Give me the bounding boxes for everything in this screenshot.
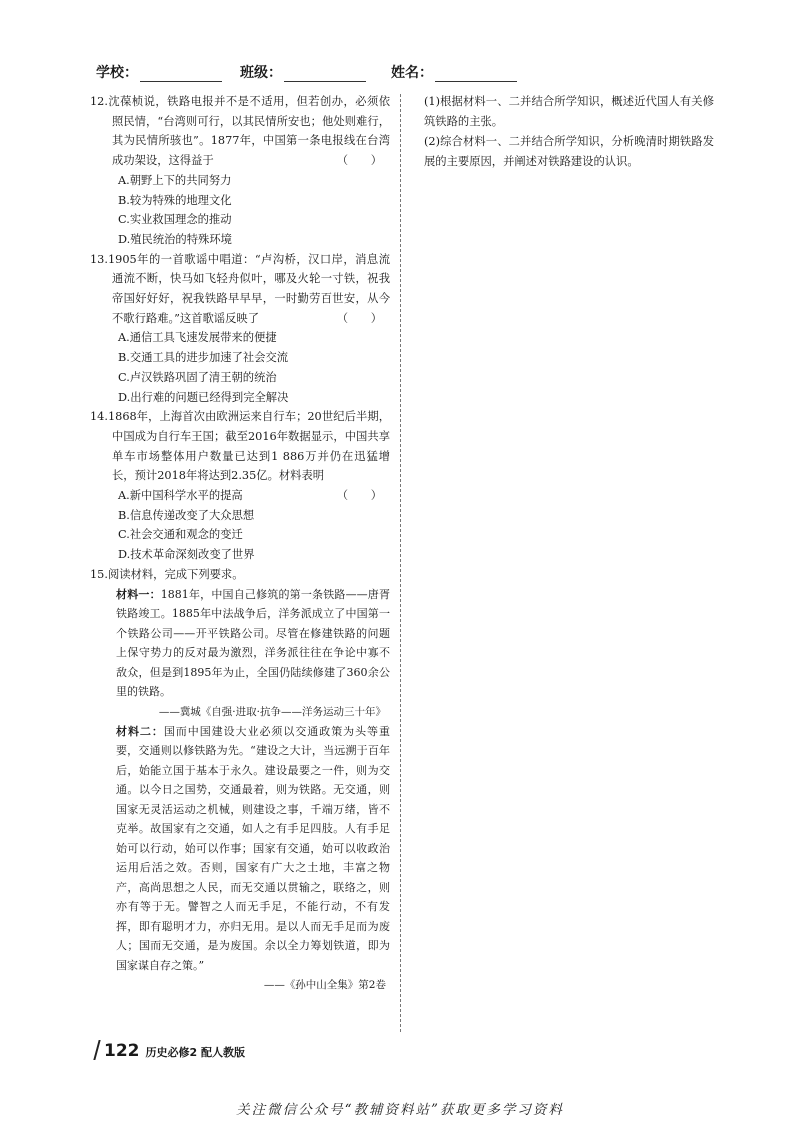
name-blank-line	[435, 67, 517, 82]
question-13-option-a: A.通信工具飞速发展带来的便捷	[118, 331, 277, 345]
student-info-header	[96, 62, 526, 84]
school-blank-line	[140, 67, 222, 82]
book-title: 历史必修2 配人教版	[145, 1046, 245, 1059]
question-14-option-d: D.技术革命深刻改变了世界	[118, 548, 255, 562]
material-2-text: 国而中国建设大业必须以交通政策为头等重要，交通则以修铁路为先。“建设之大计，当远溯于百年后，始能立国于基本于永久。建设最要之一件，则为交通。以今日之国势，交通最着，则为铁路。无交通，则国家无灵活运动之机械，则建设之事，千端万绪，皆不克举。故国家有之交通，如人之有手足四肢。人有手足始可以行动，始可以作事；国家有交通，始可以收政治运用后活之效。否则，国家有广大之土地，丰富之物产，高尚思想之人民，而无交通以贯输之，联络之，则亦有等于无。譬智之人而无手足，不能行动，不有发挥，即有聪明才力，亦归无用。是以人而无手足而为废人；国而无交通，是为废国。余以全力筹划铁道，即为国家谋自存之策。”	[116, 724, 391, 972]
right-column	[424, 92, 714, 172]
class-label: 班级：	[240, 65, 282, 81]
question-12-option-b: B.较为特殊的地理文化	[118, 193, 232, 207]
question-13	[90, 250, 390, 408]
question-13-answer-bracket: （ ）	[336, 311, 382, 325]
footer-slash-mark	[93, 1040, 100, 1060]
question-13-option-b: B.交通工具的进步加速了社会交流	[118, 351, 289, 365]
name-label: 姓名：	[391, 65, 433, 81]
question-12-text: 12.沈葆桢说，铁路电报并不是不适用，但若创办，必须依照民情，“台湾则可行，以其民情所安也；他处则难行，其为民情所骇也”。1877年，中国第一条电报线在台湾成功架设，这得益于	[90, 95, 390, 168]
question-12-option-a: A.朝野上下的共同努力	[118, 173, 232, 187]
material-2-source: ——《孙中山全集》第2卷	[263, 979, 386, 992]
class-field	[240, 62, 366, 82]
class-blank-line	[284, 67, 366, 82]
question-14-text: 14.1868年，上海首次由欧洲运来自行车；20世纪后半期，中国成为自行车王国；截至2016年数据显示，中国共享单车市场整体用户数量已达到1 886万并仍在迅猛增长，预计2018年将达到2.35亿。材料表明	[90, 410, 390, 483]
material-1-source: ——冀城《自强·进取·抗争——洋务运动三十年》	[158, 705, 386, 718]
school-label: 学校：	[96, 65, 138, 81]
question-12-option-c: C.实业救国理念的推动	[118, 213, 232, 227]
question-15-requirement-2: (2)综合材料一、二并结合所学知识，分析晚清时期铁路发展的主要原因，并阐述对铁路建设的认识。	[424, 135, 714, 168]
question-14-answer-bracket: （ ）	[336, 489, 382, 503]
material-1	[112, 585, 390, 702]
question-15-requirement-1: (1)根据材料一、二并结合所学知识，概述近代国人有关修筑铁路的主张。	[424, 95, 714, 128]
question-14-option-a: A.新中国科学水平的提高	[118, 489, 243, 503]
question-12-option-d: D.殖民统治的特殊环境	[118, 232, 232, 246]
page-number: 122	[104, 1041, 140, 1061]
question-14	[90, 407, 390, 565]
material-1-text: 1881年，中国自己修筑的第一条铁路——唐胥铁路竣工。1885年中法战争后，洋务派成立了中国第一个铁路公司——开平铁路公司。尽管在修建铁路的问题上保守势力的反对最为激烈，洋务派往往在争论中寡不敌众，但是到1895年为止，全国仍陆续修建了360余公里的铁路。	[116, 587, 390, 699]
question-12-answer-bracket: （ ）	[336, 154, 382, 167]
question-13-option-d: D.出行难的问题已经得到完全解决	[118, 390, 289, 404]
question-13-option-c: C.卢汉铁路巩固了清王朝的统治	[118, 370, 277, 384]
promo-line: 关注微信公众号“教辅资料站”获取更多学习资料	[236, 1102, 564, 1118]
material-2	[112, 722, 390, 976]
name-field	[391, 62, 517, 82]
question-15	[90, 565, 391, 995]
material-1-label: 材料一：	[116, 587, 161, 601]
question-14-option-b: B.信息传递改变了大众思想	[118, 508, 255, 522]
left-column	[90, 92, 391, 995]
question-13-text: 13.1905年的一首歌谣中唱道：“卢沟桥，汉口岸，消息流通流不断，快马如飞轻舟似叶，哪及火轮一寸铁，祝我帝国好好好，祝我铁路早早早，一时勤劳百世安，从今不歌行路难。”这首歌谣反映了	[90, 252, 390, 325]
question-14-option-c: C.社会交通和观念的变迁	[118, 528, 243, 542]
page-footer	[96, 1040, 245, 1062]
question-15-intro: 15.阅读材料，完成下列要求。	[90, 567, 244, 581]
column-divider	[400, 94, 401, 1032]
question-12	[90, 92, 390, 250]
material-2-label: 材料二：	[116, 724, 164, 738]
school-field	[96, 62, 222, 82]
